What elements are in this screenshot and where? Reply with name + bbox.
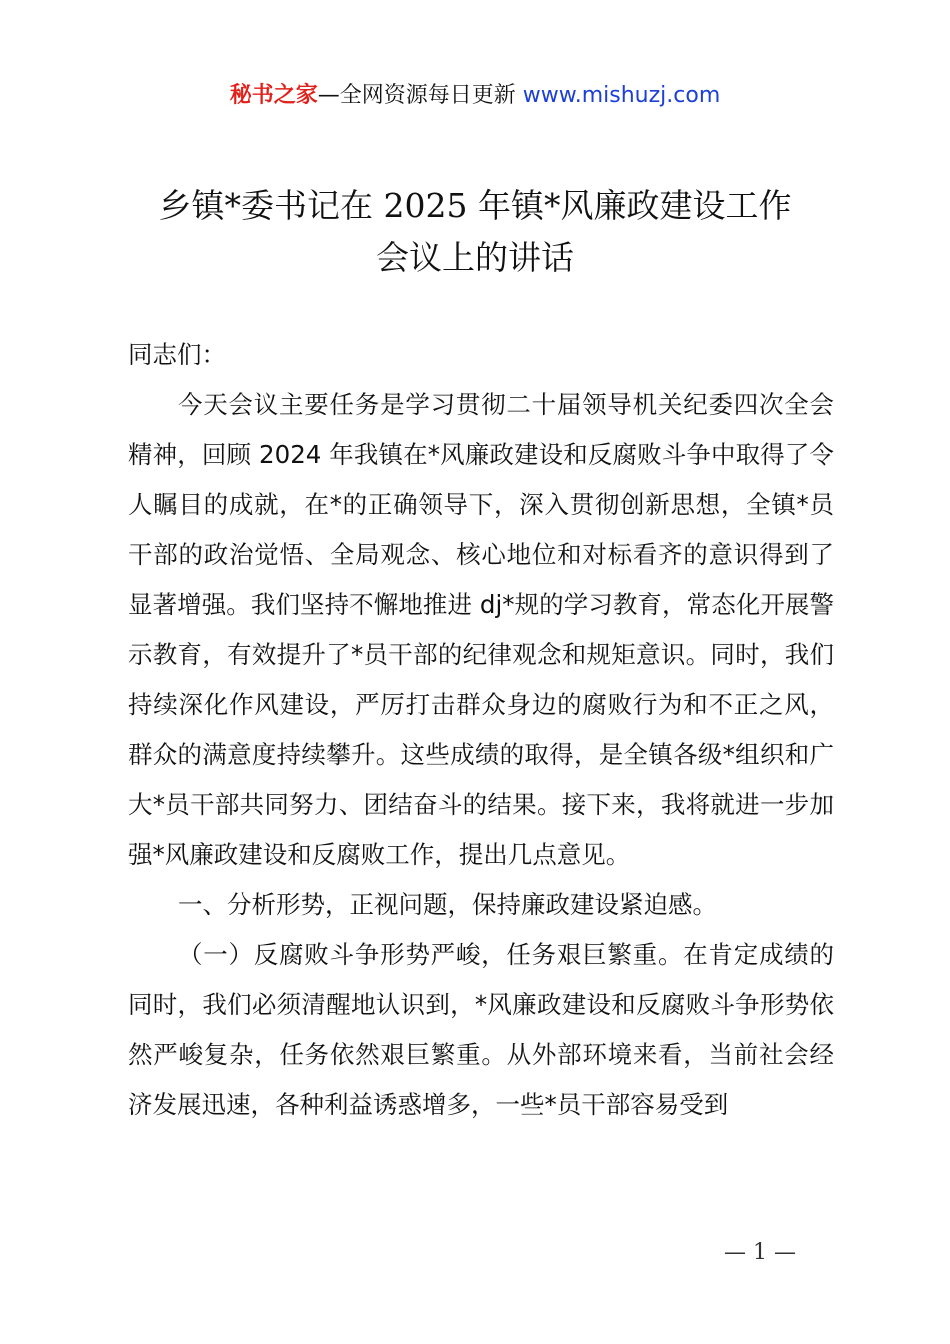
paragraph-intro: 今天会议主要任务是学习贯彻二十届领导机关纪委四次全会精神，回顾 2024 年我镇在*风廉政建设和反腐败斗争中取得了令人瞩目的成就，在*的正确领导下，深入贯彻创新思想，全镇*员干部的政治觉悟、全局观念、核心地位和对标看齐的意识得到了显著增强。我们坚持不懈地推进 dj*规的学习教育，常态化开展警示教育，有效提升了*员干部的纪律观念和规矩意识。同时，我们持续深化作风建设，严厉打击群众身边的腐败行为和不正之风，群众的满意度持续攀升。这些成绩的取得，是全镇各级*组织和广大*员干部共同努力、团结奋斗的结果。接下来，我将就进一步加强*风廉政建设和反腐败工作，提出几点意见。 [128,390,834,869]
document-body [128,330,834,1130]
salutation: 同志们： [128,340,226,369]
title-line-1: 乡镇*委书记在 2025 年镇*风廉政建设工作 [158,186,792,225]
header-slogan: —全网资源每日更新 [317,83,523,108]
section-heading-1: 一、分析形势，正视问题，保持廉政建设紧迫感。 [178,890,717,919]
page-number: — 1 — [724,1240,796,1265]
site-header [0,80,950,112]
site-url-link[interactable]: www.mishuzj.com [522,83,721,108]
title-line-2: 会议上的讲话 [376,238,574,277]
brand-name: 秘书之家 [229,83,318,108]
document-title [100,180,850,284]
paragraph-subsection-1: （一）反腐败斗争形势严峻，任务艰巨繁重。在肯定成绩的同时，我们必须清醒地认识到，*风廉政建设和反腐败斗争形势依然严峻复杂，任务依然艰巨繁重。从外部环境来看，当前社会经济发展迅速，各种利益诱惑增多，一些*员干部容易受到 [128,940,834,1119]
